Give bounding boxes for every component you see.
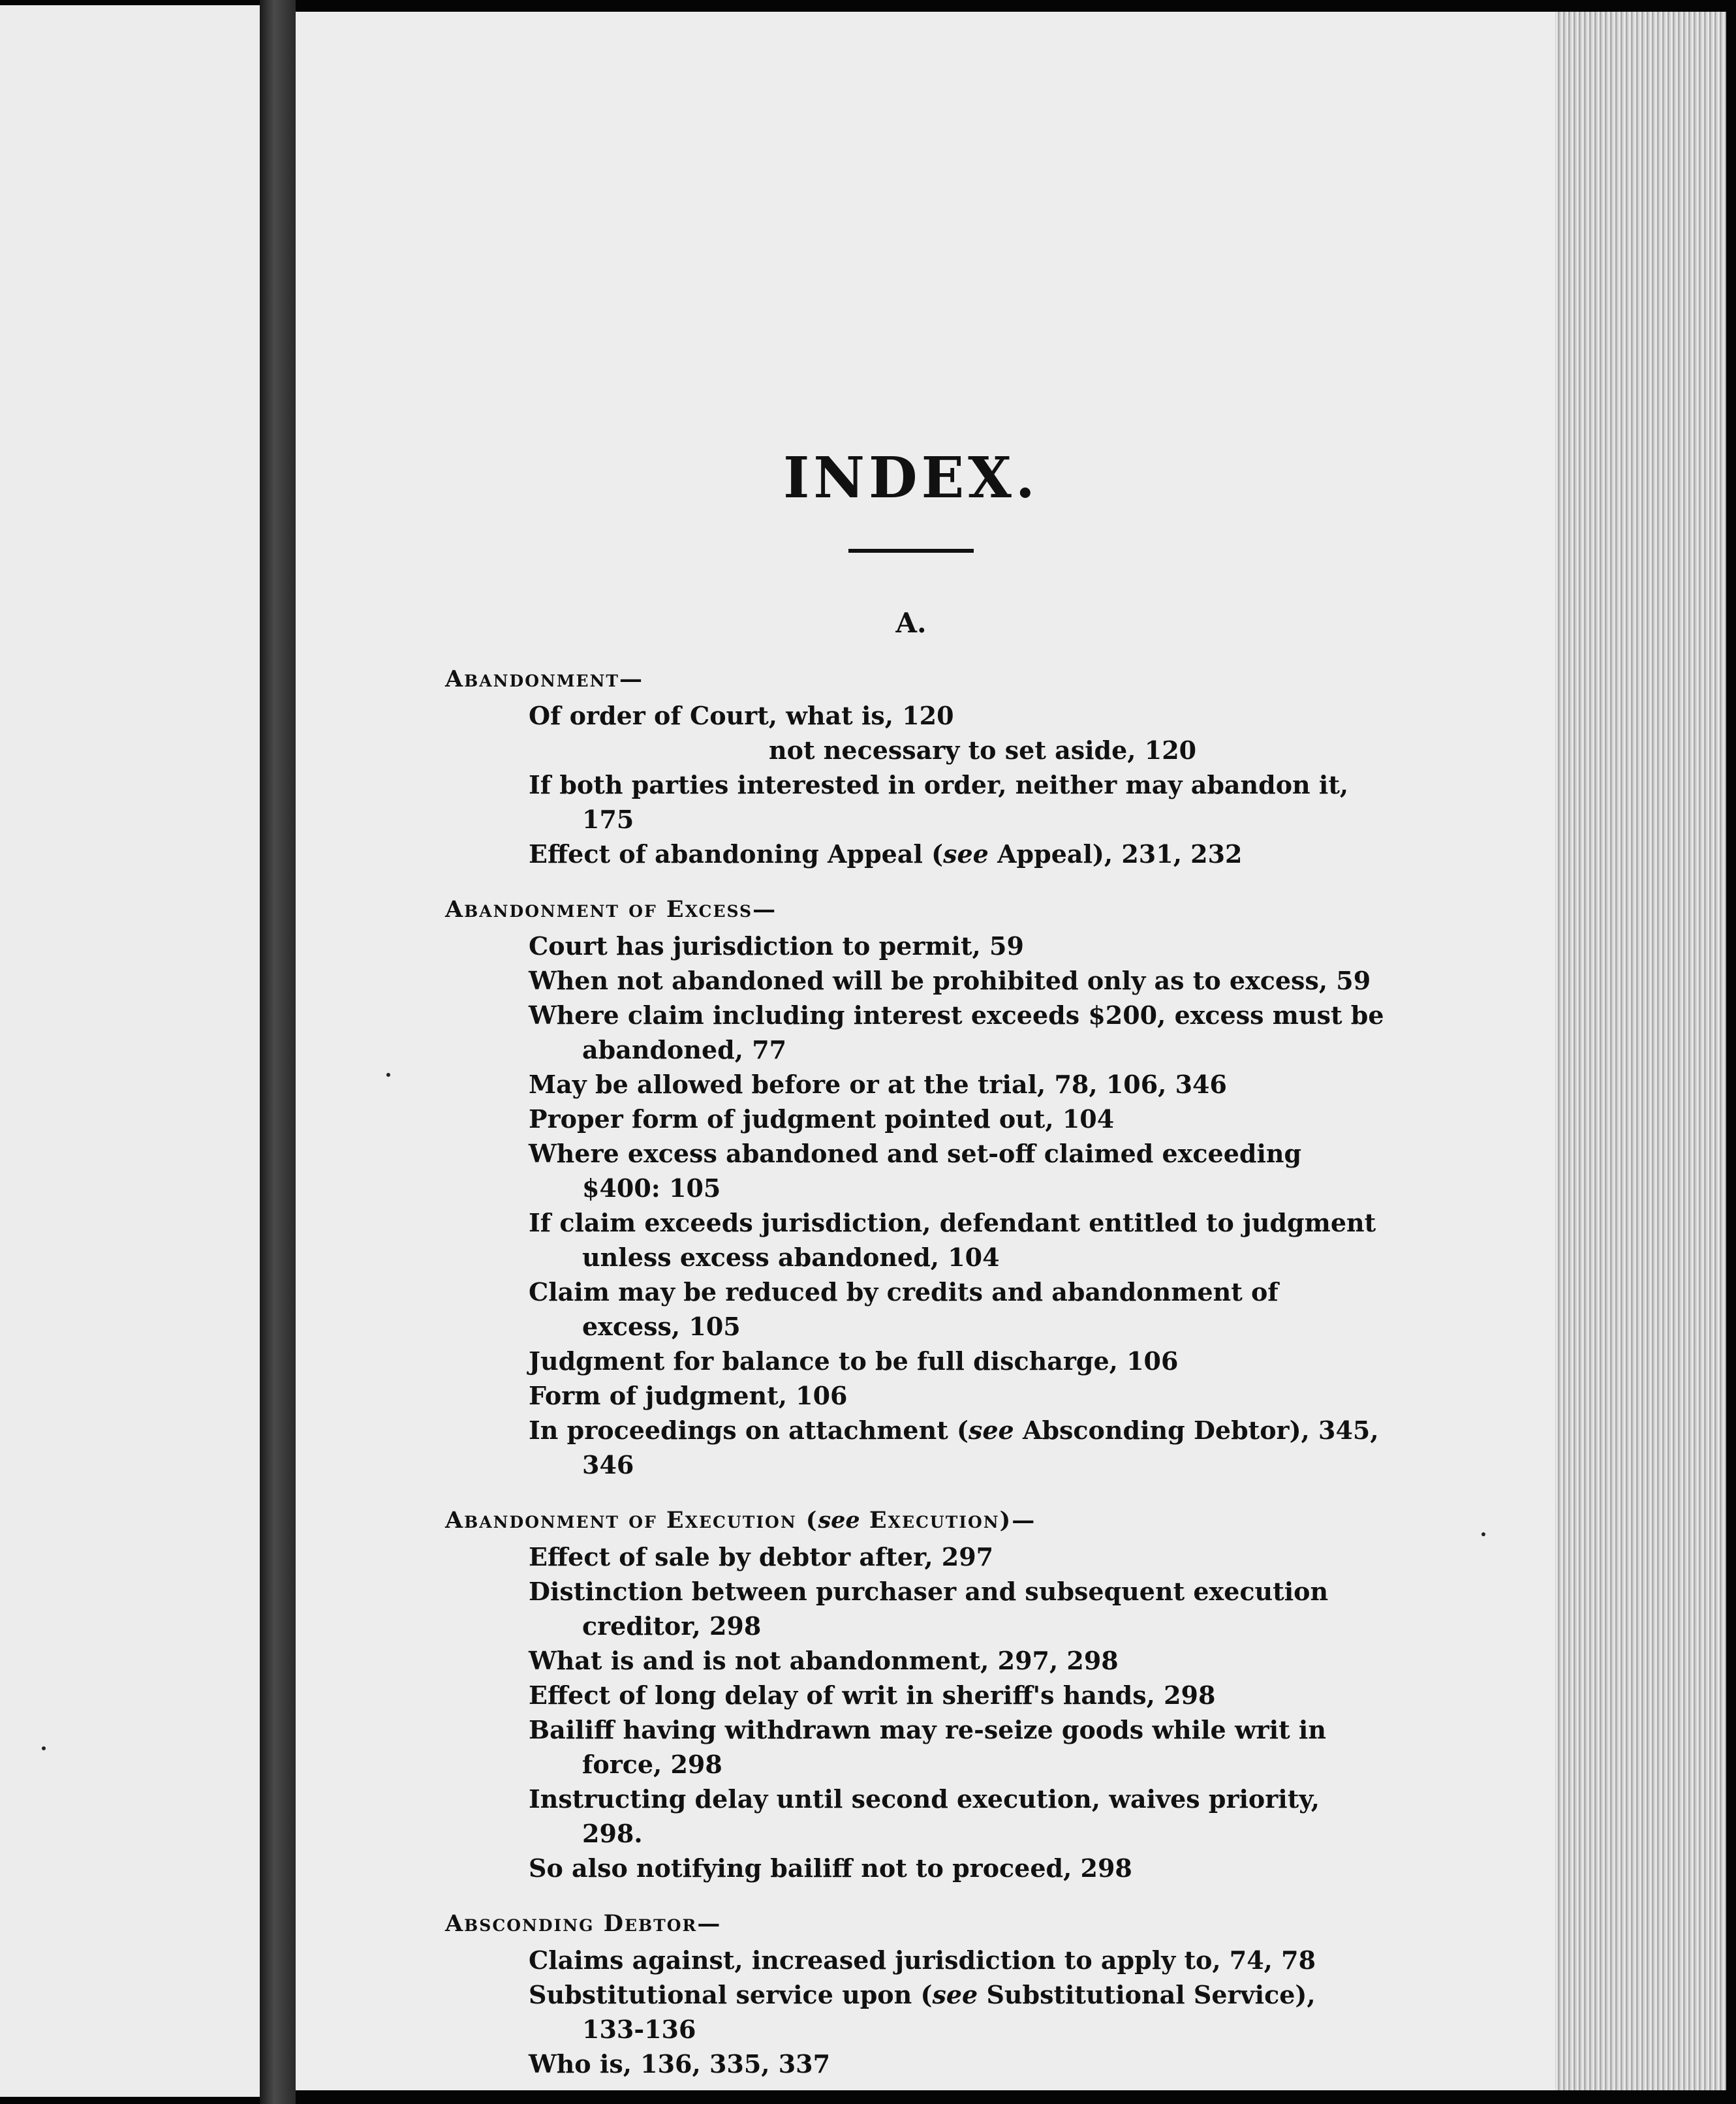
- index-subentry: Claims against, increased jurisdiction to apply to, 74, 78: [529, 1945, 1316, 1975]
- index-subentry: If both parties interested in order, neither may abandon it, 175: [529, 770, 1349, 834]
- index-subentry: May be allowed before or at the trial, 78, 106, 346: [529, 1070, 1227, 1099]
- index-subentry: Proper form of judgment pointed out, 104: [529, 1104, 1115, 1134]
- index-subentry: Of order of Court, what is, 120: [529, 701, 954, 730]
- index-subentry: In proceedings on attachment (see Absconding Debtor), 345, 346: [529, 1416, 1379, 1479]
- index-subentry: If claim exceeds jurisdiction, defendant entitled to judgment unless excess abandoned, 104: [529, 1208, 1376, 1272]
- index-subentry: Effect of long delay of writ in sheriff's hands, 298: [529, 1680, 1216, 1710]
- speck: [1481, 1532, 1485, 1536]
- index-heading: Abandonment—: [445, 666, 644, 692]
- index-subentry: Substitutional service upon (see Substitutional Service), 133-136: [529, 1980, 1316, 2044]
- index-subentry: Effect of abandoning Appeal (see Appeal), 231, 232: [529, 839, 1243, 869]
- index-subentry: When not abandoned will be prohibited only as to excess, 59: [529, 966, 1371, 995]
- index-subentry: Bailiff having withdrawn may re-seize goods while writ in force, 298: [529, 1715, 1326, 1779]
- title-rule: [848, 549, 974, 553]
- index-subentry: Where claim including interest exceeds $200, excess must be abandoned, 77: [529, 1000, 1384, 1064]
- index-subentry: Instructing delay until second execution, waives priority, 298.: [529, 1784, 1320, 1848]
- index-subentry: So also notifying bailiff not to proceed, 298: [529, 1853, 1132, 1883]
- index-subentry: Effect of sale by debtor after, 297: [529, 1542, 994, 1571]
- index-entries: [445, 660, 1385, 2081]
- section-letter: A.: [895, 607, 927, 639]
- speck: [42, 1746, 46, 1750]
- index-heading: Abandonment of Execution (see Execution)—: [445, 1507, 1036, 1534]
- index-subentry: Court has jurisdiction to permit, 59: [529, 931, 1024, 961]
- index-heading: Absconding Debtor—: [445, 1910, 722, 1937]
- index-subentry: Claim may be reduced by credits and abandonment of excess, 105: [529, 1277, 1279, 1341]
- index-subentry: Where excess abandoned and set-off claimed exceeding $400: 105: [529, 1139, 1302, 1203]
- facing-page: [0, 5, 260, 2097]
- page-edges: [1555, 12, 1726, 2090]
- index-subentry: Distinction between purchaser and subsequent execution creditor, 298: [529, 1577, 1329, 1641]
- page-title: INDEX.: [783, 445, 1039, 511]
- index-subentry: Who is, 136, 335, 337: [529, 2049, 831, 2079]
- index-subentry: Form of judgment, 106: [529, 1381, 848, 1410]
- book-gutter: [260, 0, 296, 2104]
- index-subentry-continuation: not necessary to set aside, 120: [769, 735, 1197, 765]
- index-subentry: What is and is not abandonment, 297, 298: [529, 1646, 1119, 1675]
- index-subentry: Judgment for balance to be full discharge, 106: [529, 1346, 1179, 1376]
- index-heading: Abandonment of Excess—: [445, 896, 777, 923]
- speck: [386, 1073, 390, 1077]
